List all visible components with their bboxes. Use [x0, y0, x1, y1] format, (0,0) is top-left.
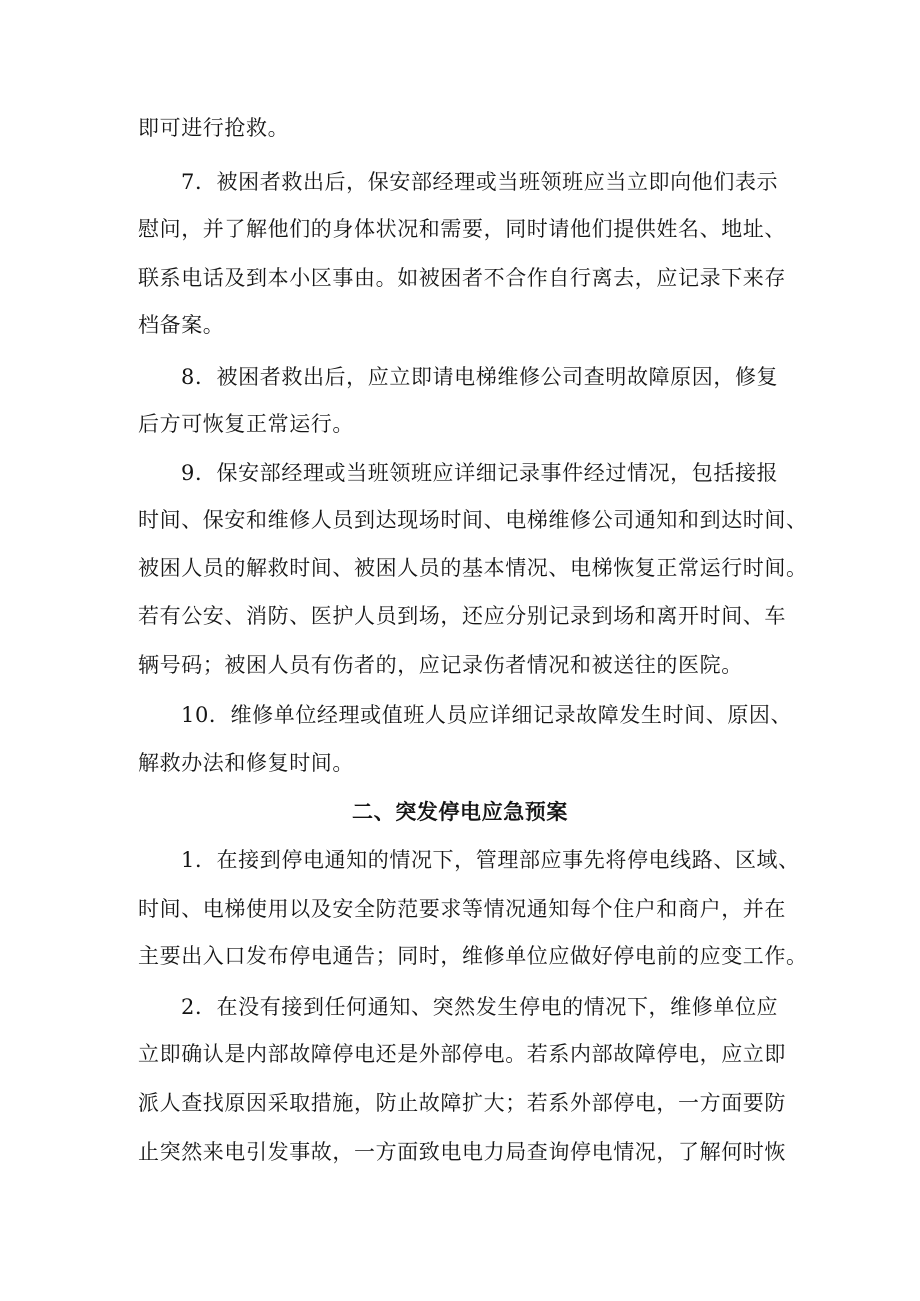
text-line: 档备案。 — [138, 313, 225, 337]
text-line: 即可进行抢救。 — [138, 116, 290, 140]
text-line: 慰问，并了解他们的身体状况和需要，同时请他们提供姓名、地址、 — [138, 217, 786, 241]
text-line: 9．保安部经理或当班领班应详细记录事件经过情况，包括接报 — [181, 461, 779, 485]
text-line: 8．被困者救出后，应立即请电梯维修公司查明故障原因，修复 — [181, 365, 779, 389]
text-line: 立即确认是内部故障停电还是外部停电。若系内部故障停电，应立即 — [138, 1042, 786, 1066]
text-line: 派人查找原因采取措施，防止故障扩大；若系外部停电，一方面要防 — [138, 1091, 786, 1115]
text-line: 被困人员的解救时间、被困人员的基本情况、电梯恢复正常运行时间。 — [138, 556, 808, 580]
text-line: 止突然来电引发事故，一方面致电电力局查询停电情况，了解何时恢 — [138, 1140, 786, 1164]
text-line: 时间、电梯使用以及安全防范要求等情况通知每个住户和商户，并在 — [138, 897, 786, 921]
text-line: 后方可恢复正常运行。 — [138, 412, 354, 436]
text-line: 2．在没有接到任何通知、突然发生停电的情况下，维修单位应 — [181, 995, 779, 1019]
text-line: 主要出入口发布停电通告；同时，维修单位应做好停电前的应变工作。 — [138, 944, 808, 968]
text-line: 解救办法和修复时间。 — [138, 751, 354, 775]
text-line: 联系电话及到本小区事由。如被困者不合作自行离去，应记录下来存 — [138, 266, 786, 290]
text-line: 辆号码；被困人员有伤者的，应记录伤者情况和被送往的医院。 — [138, 653, 743, 677]
section-heading: 二、突发停电应急预案 — [352, 799, 568, 824]
text-line: 时间、保安和维修人员到达现场时间、电梯维修公司通知和到达时间、 — [138, 508, 808, 532]
text-line: 1．在接到停电通知的情况下，管理部应事先将停电线路、区域、 — [181, 848, 800, 872]
text-line: 若有公安、消防、医护人员到场，还应分别记录到场和离开时间、车 — [138, 604, 786, 628]
text-line: 10．维修单位经理或值班人员应详细记录故障发生时间、原因、 — [181, 703, 793, 727]
text-line: 7．被困者救出后，保安部经理或当班领班应当立即向他们表示 — [181, 170, 779, 194]
